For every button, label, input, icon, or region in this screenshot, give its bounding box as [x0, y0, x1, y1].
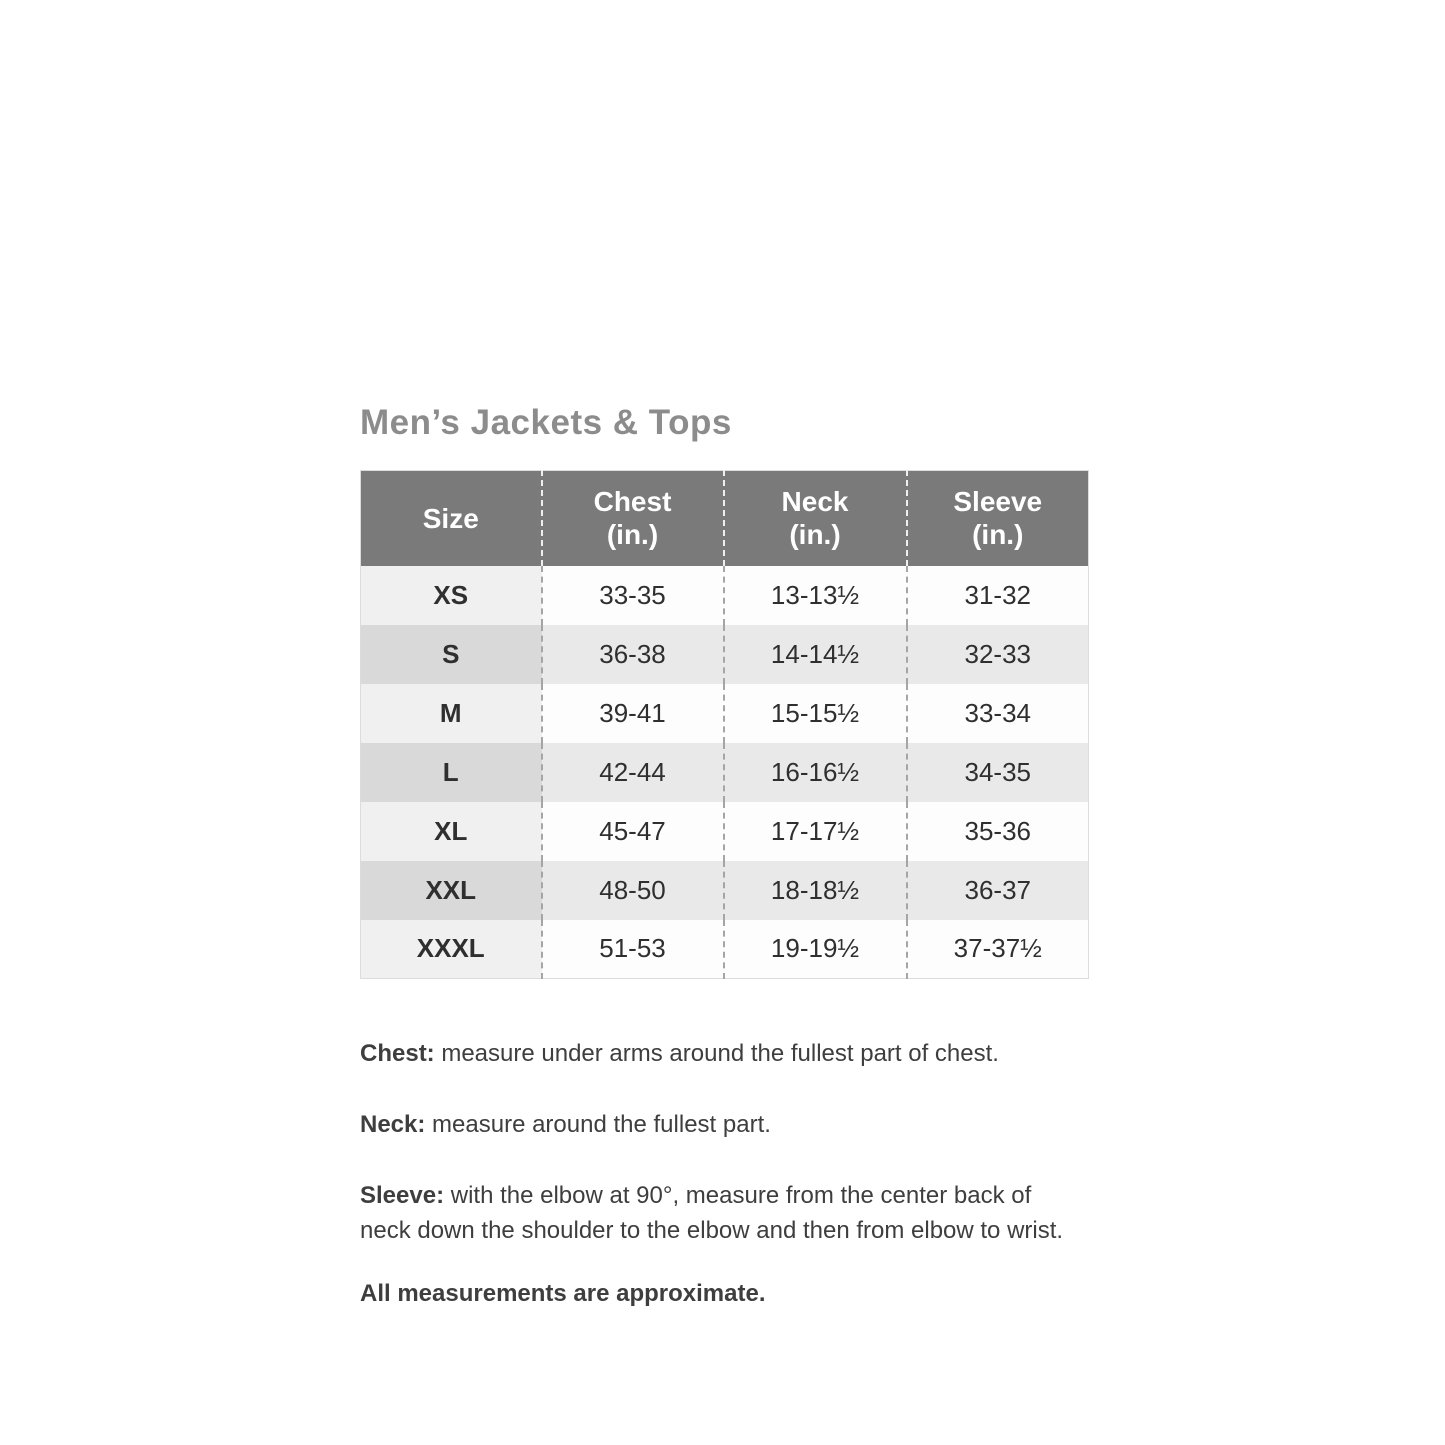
neck-cell: 18-18½	[724, 861, 907, 920]
column-header-sleeve-label: Sleeve	[953, 486, 1043, 518]
sleeve-cell: 31-32	[907, 566, 1089, 625]
chest-cell: 33-35	[542, 566, 724, 625]
neck-cell: 13-13½	[724, 566, 907, 625]
table-row	[361, 566, 1089, 625]
note-neck-label: Neck:	[360, 1111, 426, 1138]
size-cell: XXL	[361, 861, 542, 920]
size-cell: M	[361, 684, 542, 743]
chest-cell: 51-53	[542, 920, 724, 979]
measurement-notes	[360, 1036, 1070, 1311]
neck-cell: 14-14½	[724, 625, 907, 684]
column-header-chest-label: Chest	[593, 486, 672, 518]
column-header-neck-label: Neck	[781, 486, 849, 518]
table-row	[361, 920, 1089, 979]
note-neck-text: measure around the fullest part.	[425, 1111, 771, 1138]
note-chest-label: Chest:	[360, 1040, 435, 1067]
size-cell: S	[361, 625, 542, 684]
note-sleeve-text: with the elbow at 90°, measure from the center back of neck down the shoulder to the elbow and then from elbow to wrist.	[360, 1182, 1064, 1244]
table-row	[361, 684, 1089, 743]
table-row	[361, 802, 1089, 861]
sleeve-cell: 32-33	[907, 625, 1089, 684]
note-chest	[360, 1036, 1070, 1071]
neck-cell: 16-16½	[724, 743, 907, 802]
note-sleeve-label: Sleeve:	[360, 1182, 445, 1209]
header-row	[361, 471, 1089, 566]
column-header-size-label: Size	[422, 502, 479, 534]
column-header-sleeve-unit: (in.)	[972, 519, 1024, 551]
column-header-chest	[542, 471, 724, 566]
chest-cell: 39-41	[542, 684, 724, 743]
note-chest-text: measure under arms around the fullest part of chest.	[434, 1040, 999, 1067]
sleeve-cell: 37-37½	[907, 920, 1089, 979]
sleeve-cell: 34-35	[907, 743, 1089, 802]
table-row	[361, 743, 1089, 802]
neck-cell: 19-19½	[724, 920, 907, 979]
sleeve-cell: 35-36	[907, 802, 1089, 861]
chest-cell: 36-38	[542, 625, 724, 684]
footnote: All measurements are approximate.	[360, 1280, 766, 1307]
column-header-sleeve	[907, 471, 1089, 566]
sleeve-cell: 33-34	[907, 684, 1089, 743]
size-chart-table	[360, 470, 1089, 979]
neck-cell: 15-15½	[724, 684, 907, 743]
note-neck	[360, 1107, 1070, 1142]
neck-cell: 17-17½	[724, 802, 907, 861]
column-header-chest-unit: (in.)	[606, 519, 659, 551]
size-cell: XXXL	[361, 920, 542, 979]
sleeve-cell: 36-37	[907, 861, 1089, 920]
size-cell: L	[361, 743, 542, 802]
size-cell: XS	[361, 566, 542, 625]
column-header-size	[361, 471, 542, 566]
column-header-neck-unit: (in.)	[789, 519, 841, 551]
page-title: Men’s Jackets & Tops	[360, 403, 732, 442]
table-row	[361, 625, 1089, 684]
size-cell: XL	[361, 802, 542, 861]
chest-cell: 45-47	[542, 802, 724, 861]
chest-cell: 48-50	[542, 861, 724, 920]
column-header-neck	[724, 471, 907, 566]
table-row	[361, 861, 1089, 920]
chest-cell: 42-44	[542, 743, 724, 802]
note-sleeve	[360, 1178, 1070, 1248]
